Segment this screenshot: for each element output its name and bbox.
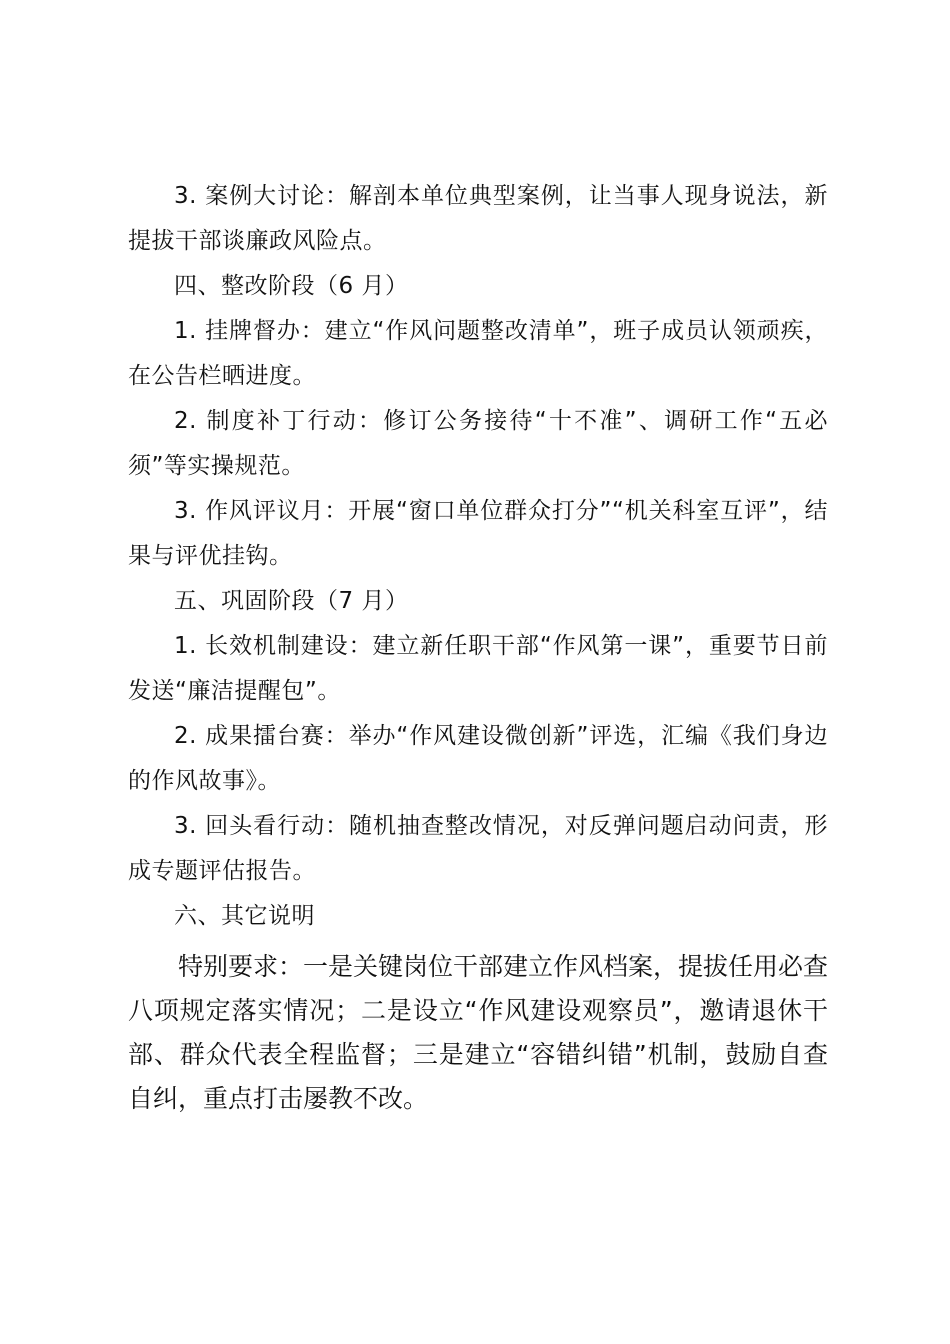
- paragraph-style-review: 3. 作风评议月：开展“窗口单位群众打分”“机关科室互评”，结果与评优挂钩。: [128, 498, 828, 569]
- section-heading-consolidation: 五、巩固阶段（7 月）: [174, 588, 409, 614]
- paragraph-system-patch: 2. 制度补丁行动：修订公务接待“十不准”、调研工作“五必须”等实操规范。: [128, 408, 828, 479]
- section-heading-rectification: 四、整改阶段（6 月）: [174, 273, 409, 299]
- document-body: [128, 174, 828, 1121]
- paragraph-achievement-contest: 2. 成果擂台赛：举办“作风建设微创新”评选，汇编《我们身边的作风故事》。: [128, 723, 828, 794]
- paragraph-supervision: 1. 挂牌督办：建立“作风问题整改清单”，班子成员认领顽疾，在公告栏晒进度。: [128, 318, 828, 389]
- section-heading-other-notes: 六、其它说明: [174, 903, 315, 929]
- paragraph-review-action: 3. 回头看行动：随机抽查整改情况，对反弹问题启动问责，形成专题评估报告。: [128, 813, 828, 884]
- paragraph-case-discussion: 3. 案例大讨论：解剖本单位典型案例，让当事人现身说法，新提拔干部谈廉政风险点。: [128, 183, 828, 254]
- paragraph-long-term-mechanism: 1. 长效机制建设：建立新任职干部“作风第一课”，重要节日前发送“廉洁提醒包”。: [128, 633, 828, 704]
- paragraph-special-requirements: 特别要求：一是关键岗位干部建立作风档案，提拔任用必查八项规定落实情况；二是设立“作风建设观察员”，邀请退休干部、群众代表全程监督；三是建立“容错纠错”机制，鼓励自查自纠，重点打击屡教不改。: [128, 952, 829, 1113]
